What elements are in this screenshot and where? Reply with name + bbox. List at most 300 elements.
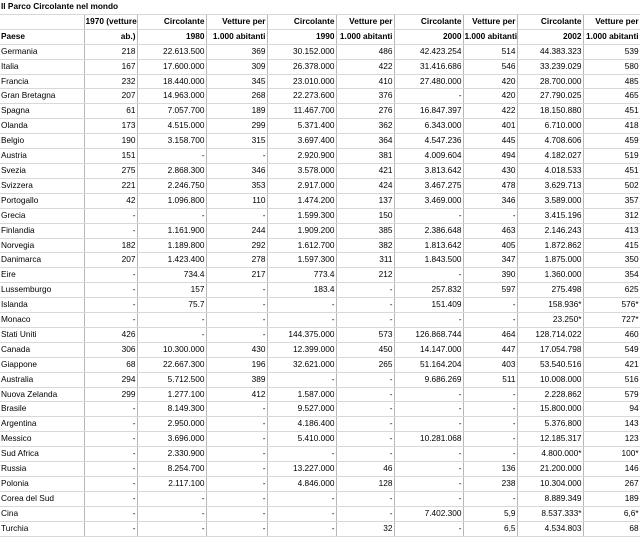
cell-per1000-1990: 381 [336,149,394,164]
table-row [0,59,640,74]
cell-stock-1990: - [267,298,336,313]
cell-stock-2002: 17.054.798 [517,342,583,357]
cell-per1000-1980: - [206,313,267,328]
cell-country: Corea del Sud [0,491,84,506]
cell-per1000-2002: 460 [583,327,640,342]
cell-per1000-2000: 405 [463,238,517,253]
cell-per1000-2002: 146 [583,462,640,477]
cell-per1000-1980: - [206,298,267,313]
cell-country: Monaco [0,313,84,328]
cell-per1000-2002: 6,6* [583,506,640,521]
cell-per1000-2000: 346 [463,193,517,208]
cell-stock-2002: 28.700.000 [517,74,583,89]
header-year-1980: 1980 [137,29,206,44]
cell-per1000-1990: - [336,417,394,432]
cell-stock-2000: - [394,417,463,432]
cell-country: Argentina [0,417,84,432]
cell-stock-2000: 257.832 [394,283,463,298]
cell-country: Sud Africa [0,447,84,462]
cell-per1000-1990: 150 [336,208,394,223]
cell-country: Austria [0,149,84,164]
cell-per1000-2000: 403 [463,357,517,372]
cell-per1000-1990: 376 [336,89,394,104]
cell-stock-2000: 42.423.254 [394,44,463,59]
cell-stock-1990: 1.612.700 [267,238,336,253]
table-row [0,208,640,223]
header-circolante-2000: Circolante [394,14,463,29]
cell-stock-1990: - [267,521,336,536]
cell-per1000-1980: - [206,477,267,492]
cell-per1000-1980: - [206,447,267,462]
cell-veh-1970: 42 [84,193,137,208]
cell-veh-1970: - [84,298,137,313]
cell-per1000-2002: 143 [583,417,640,432]
cell-per1000-2000: - [463,298,517,313]
cell-stock-2002: 23.250* [517,313,583,328]
header-abitanti-1980: 1.000 abitanti [206,29,267,44]
cell-stock-2000: 14.147.000 [394,342,463,357]
cell-country: Cina [0,506,84,521]
cell-per1000-2002: 415 [583,238,640,253]
cell-per1000-2000: 511 [463,372,517,387]
cell-per1000-2000: - [463,208,517,223]
cell-per1000-1990: 137 [336,193,394,208]
table-row [0,89,640,104]
cell-per1000-1990: - [336,432,394,447]
table-row [0,298,640,313]
cell-stock-1980: 17.600.000 [137,59,206,74]
cell-stock-1990: 4.186.400 [267,417,336,432]
cell-stock-1980: 10.300.000 [137,342,206,357]
cell-country: Germania [0,44,84,59]
table-row [0,283,640,298]
cell-stock-2002: 1.872.862 [517,238,583,253]
cell-per1000-1990: 265 [336,357,394,372]
cell-per1000-2000: 447 [463,342,517,357]
cell-per1000-2000: 422 [463,104,517,119]
cell-stock-2002: 21.200.000 [517,462,583,477]
cell-per1000-2000: 597 [463,283,517,298]
cell-per1000-2000: 420 [463,89,517,104]
table-row [0,491,640,506]
cell-stock-2000: 3.467.275 [394,178,463,193]
table-row [0,163,640,178]
header-1970-top: 1970 (vetture [84,14,137,29]
cell-country: Gran Bretagna [0,89,84,104]
cell-stock-1990: - [267,313,336,328]
cell-per1000-1980: 299 [206,119,267,134]
cell-per1000-1980: 217 [206,268,267,283]
header-circolante-1980: Circolante [137,14,206,29]
table-row [0,104,640,119]
header-abitanti-2000: 1.000 abitanti [463,29,517,44]
cell-stock-2002: 12.185.317 [517,432,583,447]
cell-veh-1970: 151 [84,149,137,164]
cell-stock-1980: 3.158.700 [137,134,206,149]
cell-stock-1990: 1.597.300 [267,253,336,268]
cell-country: Giappone [0,357,84,372]
cell-per1000-1990: - [336,447,394,462]
cell-per1000-1990: 424 [336,178,394,193]
cell-veh-1970: 306 [84,342,137,357]
cell-stock-1980: 2.330.900 [137,447,206,462]
cell-stock-2000: 4.009.604 [394,149,463,164]
cell-per1000-2002: 539 [583,44,640,59]
cell-veh-1970: 299 [84,387,137,402]
cell-stock-2002: 1.360.000 [517,268,583,283]
cell-stock-1990: 11.467.700 [267,104,336,119]
cell-stock-1990: 5.410.000 [267,432,336,447]
cell-stock-2002: 4.018.533 [517,163,583,178]
cell-per1000-2000: 464 [463,327,517,342]
cell-per1000-2000: 494 [463,149,517,164]
title-row [0,0,640,14]
cell-per1000-1980: 292 [206,238,267,253]
cell-veh-1970: - [84,491,137,506]
cell-stock-1990: 1.474.200 [267,193,336,208]
cell-per1000-1990: - [336,313,394,328]
cell-per1000-1980: - [206,417,267,432]
cell-stock-1990: - [267,447,336,462]
cell-stock-2002: 33.239.029 [517,59,583,74]
cell-per1000-1980: 369 [206,44,267,59]
cell-stock-2000: 3.469.000 [394,193,463,208]
cell-per1000-1980: - [206,327,267,342]
table-row [0,253,640,268]
cell-per1000-2000: 6,5 [463,521,517,536]
table-row [0,402,640,417]
cell-stock-1980: 75.7 [137,298,206,313]
cell-per1000-2002: 413 [583,223,640,238]
header-abitanti-2002: 1.000 abitanti [583,29,640,44]
cell-per1000-2002: 451 [583,104,640,119]
cell-per1000-2000: 463 [463,223,517,238]
cell-stock-1980: 22.613.500 [137,44,206,59]
cell-per1000-2002: 485 [583,74,640,89]
cell-stock-1990: 144.375.000 [267,327,336,342]
cell-stock-2000: - [394,521,463,536]
cell-veh-1970: 221 [84,178,137,193]
header-circolante-1990: Circolante [267,14,336,29]
header-1970-bottom: ab.) [84,29,137,44]
cell-stock-2000: - [394,402,463,417]
cell-per1000-2002: 519 [583,149,640,164]
cell-per1000-1990: - [336,283,394,298]
cell-stock-2002: 2.146.243 [517,223,583,238]
table-row [0,119,640,134]
cell-per1000-2002: 502 [583,178,640,193]
cell-stock-2002: 18.150.880 [517,104,583,119]
cell-country: Italia [0,59,84,74]
cell-stock-2002: 53.540.516 [517,357,583,372]
cell-stock-2000: - [394,447,463,462]
cell-per1000-2002: 189 [583,491,640,506]
cell-per1000-2000: 514 [463,44,517,59]
cell-stock-2000: 7.402.300 [394,506,463,521]
cell-per1000-2002: 350 [583,253,640,268]
cell-per1000-2002: 465 [583,89,640,104]
cell-stock-2002: 3.415.196 [517,208,583,223]
cell-stock-2000: - [394,313,463,328]
cell-per1000-2000: 390 [463,268,517,283]
cell-per1000-1990: - [336,491,394,506]
cell-veh-1970: - [84,283,137,298]
cell-country: Belgio [0,134,84,149]
cell-per1000-1990: 364 [336,134,394,149]
cell-per1000-2002: 354 [583,268,640,283]
cell-stock-1980: 18.440.000 [137,74,206,89]
cell-stock-1990: - [267,491,336,506]
cell-stock-1980: 14.963.000 [137,89,206,104]
cell-per1000-2000: - [463,417,517,432]
cell-stock-1990: - [267,506,336,521]
table-row [0,477,640,492]
cell-stock-1980: - [137,327,206,342]
cell-veh-1970: - [84,477,137,492]
cell-stock-2000: 126.868.744 [394,327,463,342]
cell-country: Eire [0,268,84,283]
cell-per1000-1980: 196 [206,357,267,372]
table-row [0,521,640,536]
cell-veh-1970: - [84,521,137,536]
cell-stock-1990: 4.846.000 [267,477,336,492]
cell-stock-2002: 4.708.606 [517,134,583,149]
cell-stock-1990: 30.152.000 [267,44,336,59]
cell-per1000-1990: 422 [336,59,394,74]
cell-stock-1980: 7.057.700 [137,104,206,119]
table-row [0,268,640,283]
cell-country: Brasile [0,402,84,417]
table-row [0,372,640,387]
cell-veh-1970: 275 [84,163,137,178]
cell-per1000-2002: 357 [583,193,640,208]
cell-stock-1990: 1.909.200 [267,223,336,238]
table-row [0,238,640,253]
cell-veh-1970: - [84,417,137,432]
cell-stock-1990: 1.599.300 [267,208,336,223]
header-abitanti-1990: 1.000 abitanti [336,29,394,44]
cell-stock-1980: 1.096.800 [137,193,206,208]
cell-veh-1970: - [84,268,137,283]
table-row [0,313,640,328]
cell-stock-2000: - [394,462,463,477]
cell-per1000-1990: 311 [336,253,394,268]
cell-per1000-1990: 410 [336,74,394,89]
cell-country: Grecia [0,208,84,223]
cell-per1000-1980: 309 [206,59,267,74]
cell-stock-1980: 1.189.800 [137,238,206,253]
cell-per1000-2002: 579 [583,387,640,402]
cell-per1000-2000: - [463,432,517,447]
cell-stock-2000: - [394,89,463,104]
table-row [0,387,640,402]
cell-per1000-1990: - [336,506,394,521]
cell-country: Finlandia [0,223,84,238]
cell-stock-1980: 2.117.100 [137,477,206,492]
cell-per1000-1980: - [206,432,267,447]
cell-stock-1980: - [137,313,206,328]
cell-per1000-1980: - [206,521,267,536]
header-year-2000: 2000 [394,29,463,44]
cell-stock-1980: 8.149.300 [137,402,206,417]
header-vetture-2000: Vetture per [463,14,517,29]
cell-veh-1970: 207 [84,89,137,104]
sheet-title: Il Parco Circolante nel mondo [0,0,640,14]
cell-per1000-2002: 625 [583,283,640,298]
cell-per1000-2000: 238 [463,477,517,492]
cell-stock-2002: 3.589.000 [517,193,583,208]
cell-stock-1990: 9.527.000 [267,402,336,417]
cell-per1000-1980: 412 [206,387,267,402]
cell-per1000-2002: 576* [583,298,640,313]
cell-per1000-1980: 278 [206,253,267,268]
cell-per1000-1980: - [206,149,267,164]
cell-per1000-1990: 46 [336,462,394,477]
cell-country: Danimarca [0,253,84,268]
cell-per1000-1990: - [336,298,394,313]
cell-country: Australia [0,372,84,387]
cell-per1000-2000: 430 [463,163,517,178]
cell-stock-1980: - [137,149,206,164]
cell-stock-1990: 2.920.900 [267,149,336,164]
cell-per1000-2002: 516 [583,372,640,387]
cell-per1000-1980: 315 [206,134,267,149]
table-row [0,417,640,432]
cell-veh-1970: 232 [84,74,137,89]
header-vetture-1990: Vetture per [336,14,394,29]
cell-stock-1990: 32.621.000 [267,357,336,372]
cell-stock-1990: 23.010.000 [267,74,336,89]
cell-stock-2000: - [394,208,463,223]
cell-stock-2002: 8.889.349 [517,491,583,506]
cell-per1000-1980: 268 [206,89,267,104]
cell-stock-1980: 2.868.300 [137,163,206,178]
cell-country: Stati Uniti [0,327,84,342]
table-row [0,432,640,447]
cell-per1000-2000: 401 [463,119,517,134]
cell-stock-2000: 16.847.397 [394,104,463,119]
cell-stock-1980: 1.423.400 [137,253,206,268]
cell-stock-2000: 1.843.500 [394,253,463,268]
cell-stock-2000: 31.416.686 [394,59,463,74]
cell-stock-1980: 157 [137,283,206,298]
header-vetture-1980: Vetture per [206,14,267,29]
cell-per1000-1980: - [206,208,267,223]
cell-stock-2000: 3.813.642 [394,163,463,178]
cell-per1000-2002: 100* [583,447,640,462]
cell-stock-1980: 3.696.000 [137,432,206,447]
cell-country: Francia [0,74,84,89]
cell-stock-2000: - [394,387,463,402]
cell-country: Turchia [0,521,84,536]
cell-stock-2000: 151.409 [394,298,463,313]
cell-stock-1990: 773.4 [267,268,336,283]
cell-stock-2002: 44.383.323 [517,44,583,59]
cell-per1000-2002: 549 [583,342,640,357]
cell-stock-1980: 22.667.300 [137,357,206,372]
cell-per1000-1980: 346 [206,163,267,178]
cell-per1000-2000: - [463,447,517,462]
table-row [0,134,640,149]
cell-per1000-2000: 478 [463,178,517,193]
cell-stock-2000: - [394,491,463,506]
cell-per1000-2000: - [463,402,517,417]
cell-per1000-1980: 244 [206,223,267,238]
cell-stock-1990: 183.4 [267,283,336,298]
cell-veh-1970: - [84,208,137,223]
table-row [0,74,640,89]
cell-stock-2002: 3.629.713 [517,178,583,193]
cell-veh-1970: - [84,506,137,521]
cell-stock-2002: 8.537.333* [517,506,583,521]
cell-stock-2002: 10.008.000 [517,372,583,387]
header-vetture-2002: Vetture per [583,14,640,29]
cell-stock-1980: - [137,521,206,536]
header-year-1990: 1990 [267,29,336,44]
cell-country: Norvegia [0,238,84,253]
cell-stock-1980: 8.254.700 [137,462,206,477]
cell-stock-1990: 26.378.000 [267,59,336,74]
cell-stock-1980: 5.712.500 [137,372,206,387]
cell-stock-1990: 1.587.000 [267,387,336,402]
table-row [0,149,640,164]
cell-veh-1970: 61 [84,104,137,119]
cell-per1000-2000: - [463,313,517,328]
cell-per1000-2000: 445 [463,134,517,149]
table-row [0,447,640,462]
cell-per1000-1990: 421 [336,163,394,178]
table-row [0,462,640,477]
cell-stock-1980: 2.246.750 [137,178,206,193]
table-row [0,223,640,238]
cell-per1000-1980: 189 [206,104,267,119]
cell-per1000-1990: 362 [336,119,394,134]
cell-per1000-1980: 430 [206,342,267,357]
cell-per1000-2000: - [463,387,517,402]
cell-stock-2000: 1.813.642 [394,238,463,253]
cell-stock-1980: 4.515.000 [137,119,206,134]
cell-stock-1980: - [137,208,206,223]
cell-per1000-1990: 276 [336,104,394,119]
cell-stock-1990: 13.227.000 [267,462,336,477]
cell-per1000-2002: 459 [583,134,640,149]
cell-stock-2002: 4.800.000* [517,447,583,462]
cell-per1000-1990: - [336,387,394,402]
cell-stock-1990: 2.917.000 [267,178,336,193]
cell-country: Lussemburgo [0,283,84,298]
header-row-2 [0,29,640,44]
cell-per1000-2002: 418 [583,119,640,134]
cell-per1000-2002: 68 [583,521,640,536]
cell-stock-2002: 27.790.025 [517,89,583,104]
cell-veh-1970: 218 [84,44,137,59]
cell-per1000-2000: 136 [463,462,517,477]
header-paese: Paese [0,29,84,44]
cell-veh-1970: 68 [84,357,137,372]
cell-per1000-1990: 212 [336,268,394,283]
cell-stock-2002: 15.800.000 [517,402,583,417]
cell-stock-1980: - [137,491,206,506]
cell-veh-1970: 173 [84,119,137,134]
table-row [0,357,640,372]
cell-country: Olanda [0,119,84,134]
header-row-1 [0,14,640,29]
cell-veh-1970: - [84,462,137,477]
header-empty-cell [0,14,84,29]
cell-stock-2000: 27.480.000 [394,74,463,89]
cell-per1000-2002: 267 [583,477,640,492]
cell-per1000-2000: 5,9 [463,506,517,521]
